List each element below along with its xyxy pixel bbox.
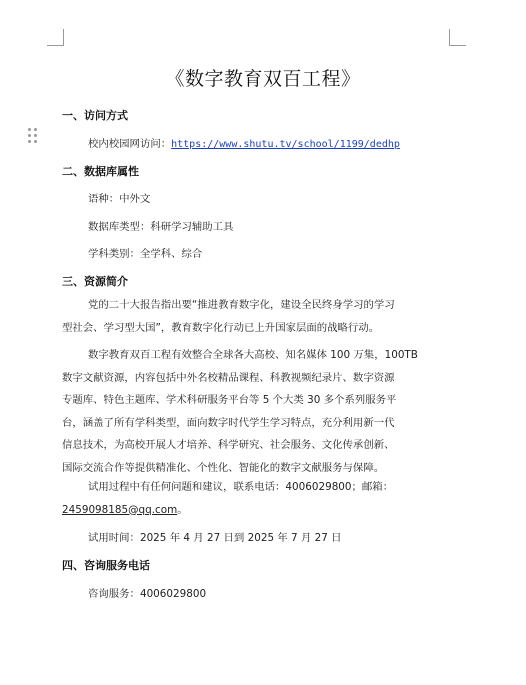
paragraph-line: 专题库、特色主题库、学术科研服务平台等 5 个大类 30 多个系列服务平 [62, 394, 397, 406]
document-title: 《数字教育双百工程》 [165, 68, 361, 90]
intro-paragraph-2 [62, 344, 454, 479]
page-corner-mark-top-left [47, 29, 64, 46]
database-category: 学科类别：全学科、综合 [88, 248, 203, 260]
paragraph-line: 信息技术，为高校开展人才培养、科学研究、社会服务、文化传承创新、 [62, 439, 395, 451]
access-line [88, 135, 400, 150]
paragraph-line: 数字教育双百工程有效整合全球各大高校、知名媒体 100 万集，100TB [88, 349, 418, 361]
contact-line: 试用过程中有任何问题和建议，联系电话：4006029800；邮箱： [88, 481, 394, 493]
drag-handle-icon[interactable] [28, 128, 38, 146]
paragraph-line: 型社会、学习型大国”，教育数字化行动已上升国家层面的战略行动。 [62, 321, 380, 334]
trial-period: 试用时间：2025 年 4 月 27 日到 2025 年 7 月 27 日 [88, 532, 342, 544]
database-type: 数据库类型：科研学习辅助工具 [88, 221, 234, 233]
paragraph-line: 党的二十大报告指出要“推进教育数字化，建设全民终身学习的学习 [88, 299, 395, 311]
section-heading-access: 一、访问方式 [62, 109, 128, 122]
intro-paragraph-1 [62, 294, 454, 339]
contact-email-link[interactable]: 2459098185@qq.com [62, 503, 178, 516]
section-heading-database: 二、数据库属性 [62, 165, 139, 178]
contact-paragraph [62, 476, 454, 521]
page-corner-mark-top-right [449, 29, 466, 46]
paragraph-line: 台，涵盖了所有学科类型，面向数字时代学生学习特点，充分利用新一代 [62, 416, 395, 429]
database-language: 语种：中外文 [88, 193, 151, 205]
contact-email-line [62, 499, 454, 522]
section-heading-intro: 三、资源简介 [62, 275, 128, 288]
contact-email-end: 。 [177, 503, 188, 516]
section-heading-hotline: 四、咨询服务电话 [62, 559, 150, 572]
access-url-link[interactable]: https://www.shutu.tv/school/1199/dedhp [171, 139, 400, 150]
paragraph-line: 数字文献资源，内容包括中外名校精品课程、科教视频纪录片、数字资源 [62, 371, 395, 384]
paragraph-line: 国际交流合作等提供精准化、个性化、智能化的数字文献服务与保障。 [62, 461, 385, 474]
hotline-service: 咨询服务：4006029800 [88, 588, 207, 600]
access-label: 校内校园网访问： [88, 138, 172, 150]
